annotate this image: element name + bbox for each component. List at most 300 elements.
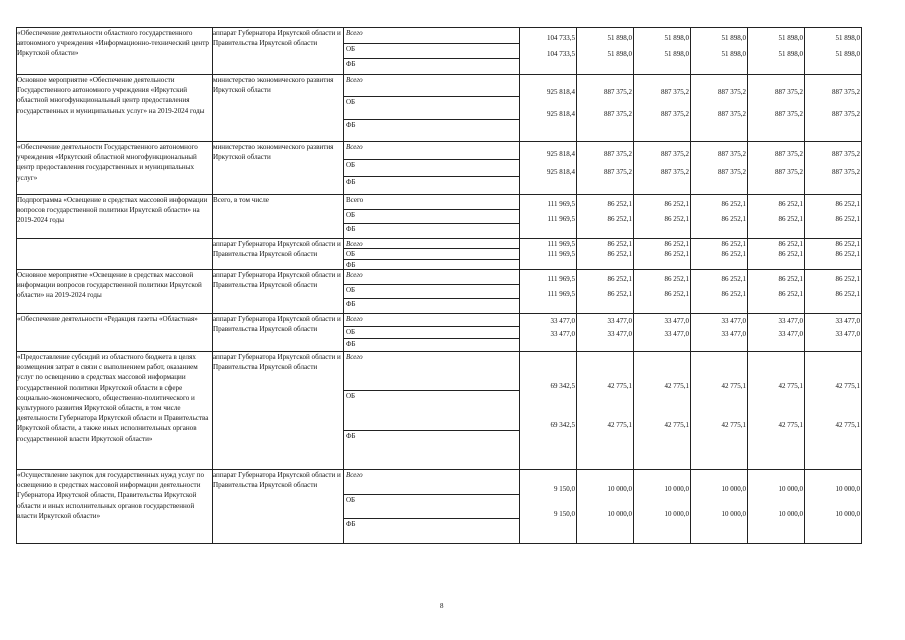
amount-value: 10 000,0 — [664, 485, 689, 494]
amount-value: 111 969,5 — [547, 214, 575, 223]
amount-value: 887 375,2 — [604, 150, 632, 159]
amount-value: 33 477,0 — [778, 317, 803, 326]
year-value-cell — [520, 470, 577, 544]
activity-name-cell: «Предоставление субсидий из областного бюджета в целях возмещения затрат в связи с выполнением работ, оказанием услуг по освещению в средствах массовой информации государственной политики Иркутской области в сфере социально-экономического, общественно-политического и культурного развития Иркутской области, в том числе деятельности Губернатора Иркутской области и Правительства Иркутской области, а также иных исполнительных органов государственной власти Иркутской области» — [17, 352, 213, 470]
budget-table-sheet — [16, 27, 861, 544]
year-value-cell — [634, 195, 691, 239]
year-value-cell — [577, 75, 634, 142]
amount-value: 86 252,1 — [778, 240, 803, 248]
amount-value: 86 252,1 — [664, 275, 689, 284]
amount-value — [860, 542, 861, 543]
budget-table — [16, 27, 862, 544]
funding-source-label: Всего — [346, 76, 363, 84]
year-value-cell — [577, 352, 634, 470]
year-value-cell — [691, 195, 748, 239]
table-row — [17, 142, 862, 195]
year-value-cell — [520, 195, 577, 239]
amount-value: 42 775,1 — [664, 382, 689, 390]
amount-value — [575, 193, 576, 194]
amount-value: 42 775,1 — [835, 421, 860, 429]
amount-value: 42 775,1 — [607, 382, 632, 390]
amount-value — [860, 268, 861, 269]
amount-value — [860, 468, 861, 469]
amount-value: 33 477,0 — [721, 317, 746, 326]
amount-value: 887 375,2 — [661, 88, 689, 96]
amount-value — [803, 468, 804, 469]
amount-value — [689, 73, 690, 74]
funding-source-cell — [344, 239, 520, 270]
funding-source-row — [344, 314, 519, 327]
funding-source-label: ФБ — [346, 225, 356, 234]
amount-value: 33 477,0 — [607, 329, 632, 338]
amount-value: 42 775,1 — [778, 421, 803, 429]
amount-value: 925 818,4 — [547, 110, 575, 118]
amount-value: 33 477,0 — [550, 317, 575, 326]
year-value-cell — [634, 142, 691, 195]
funding-source-row — [344, 224, 519, 238]
year-value-cell — [634, 314, 691, 352]
amount-value — [746, 140, 747, 141]
amount-value: 10 000,0 — [721, 485, 746, 494]
table-row — [17, 270, 862, 314]
amount-value: 42 775,1 — [721, 382, 746, 390]
year-value-cell — [577, 195, 634, 239]
funding-source-row — [344, 75, 519, 97]
funding-source-row — [344, 177, 519, 194]
amount-value: 10 000,0 — [778, 485, 803, 494]
funding-source-row — [344, 470, 519, 495]
amount-value — [803, 268, 804, 269]
amount-value: 51 898,0 — [607, 49, 632, 58]
executor-cell: аппарат Губернатора Иркутской области и Правительства Иркутской области — [213, 470, 344, 544]
amount-value: 86 252,1 — [721, 240, 746, 248]
amount-value: 887 375,2 — [832, 110, 860, 118]
amount-value — [632, 73, 633, 74]
year-value-cell — [691, 28, 748, 75]
amount-value — [575, 350, 576, 351]
year-value-cell — [805, 270, 862, 314]
amount-value: 42 775,1 — [835, 382, 860, 390]
amount-value: 887 375,2 — [832, 167, 860, 176]
funding-source-row — [344, 495, 519, 520]
executor-cell: аппарат Губернатора Иркутской области и Правительства Иркутской области — [213, 28, 344, 75]
funding-source-label: ОБ — [346, 98, 356, 107]
amount-value — [746, 312, 747, 313]
table-row — [17, 314, 862, 352]
funding-source-label: ФБ — [346, 178, 356, 187]
amount-value: 887 375,2 — [775, 150, 803, 159]
amount-value: 42 775,1 — [664, 421, 689, 429]
amount-value: 9 150,0 — [554, 509, 575, 518]
year-value-cell — [520, 142, 577, 195]
amount-value: 86 252,1 — [607, 214, 632, 223]
amount-value: 86 252,1 — [835, 250, 860, 258]
amount-value — [860, 237, 861, 238]
amount-value: 42 775,1 — [721, 421, 746, 429]
amount-value — [575, 140, 576, 141]
funding-source-row — [344, 391, 519, 430]
amount-value: 9 150,0 — [554, 485, 575, 494]
funding-source-cell — [344, 75, 520, 142]
year-value-cell — [748, 142, 805, 195]
amount-value: 887 375,2 — [604, 88, 632, 96]
funding-source-cell — [344, 314, 520, 352]
amount-value: 86 252,1 — [664, 289, 689, 298]
year-value-cell — [691, 142, 748, 195]
amount-value: 887 375,2 — [832, 150, 860, 159]
amount-value: 51 898,0 — [835, 49, 860, 58]
amount-value: 111 969,5 — [547, 200, 575, 209]
amount-value — [689, 350, 690, 351]
amount-value: 887 375,2 — [832, 88, 860, 96]
funding-source-row — [344, 299, 519, 313]
year-value-cell — [691, 239, 748, 270]
amount-value: 86 252,1 — [835, 289, 860, 298]
amount-value: 86 252,1 — [607, 240, 632, 248]
amount-value — [803, 542, 804, 543]
executor-cell: Всего, в том числе — [213, 195, 344, 239]
year-value-cell — [577, 270, 634, 314]
amount-value — [803, 237, 804, 238]
amount-value — [575, 73, 576, 74]
amount-value: 887 375,2 — [718, 150, 746, 159]
amount-value: 86 252,1 — [607, 275, 632, 284]
amount-value — [746, 350, 747, 351]
amount-value: 51 898,0 — [664, 49, 689, 58]
funding-source-label: ФБ — [346, 60, 356, 69]
table-row — [17, 239, 862, 270]
table-row — [17, 352, 862, 470]
year-value-cell — [805, 195, 862, 239]
funding-source-cell — [344, 28, 520, 75]
amount-value: 86 252,1 — [835, 240, 860, 248]
amount-value: 51 898,0 — [607, 34, 632, 43]
year-value-cell — [805, 28, 862, 75]
year-value-cell — [634, 75, 691, 142]
year-value-cell — [520, 28, 577, 75]
amount-value: 925 818,4 — [547, 88, 575, 96]
amount-value — [575, 468, 576, 469]
funding-source-row — [344, 519, 519, 543]
funding-source-label: ФБ — [346, 340, 356, 349]
amount-value: 86 252,1 — [778, 289, 803, 298]
funding-source-label: ОБ — [346, 210, 356, 219]
funding-source-row — [344, 339, 519, 351]
funding-source-cell — [344, 195, 520, 239]
funding-source-row — [344, 285, 519, 300]
funding-source-label: ОБ — [346, 44, 356, 53]
funding-source-label: ОБ — [346, 392, 356, 401]
amount-value: 104 733,5 — [547, 34, 575, 43]
funding-source-label: ФБ — [346, 260, 356, 269]
funding-source-row — [344, 59, 519, 74]
amount-value — [575, 542, 576, 543]
amount-value — [746, 237, 747, 238]
funding-source-label: Всего — [346, 271, 363, 279]
funding-source-cell — [344, 270, 520, 314]
funding-source-label: ФБ — [346, 300, 356, 309]
year-value-cell — [805, 239, 862, 270]
amount-value: 10 000,0 — [664, 509, 689, 518]
funding-source-row — [344, 327, 519, 340]
year-value-cell — [577, 314, 634, 352]
funding-source-row — [344, 249, 519, 259]
year-value-cell — [805, 470, 862, 544]
amount-value: 69 342,5 — [550, 382, 575, 390]
executor-cell: аппарат Губернатора Иркутской области и Правительства Иркутской области — [213, 270, 344, 314]
amount-value: 111 969,5 — [547, 240, 575, 248]
year-value-cell — [748, 195, 805, 239]
amount-value: 86 252,1 — [778, 250, 803, 258]
year-value-cell — [805, 142, 862, 195]
amount-value: 10 000,0 — [835, 509, 860, 518]
amount-value: 887 375,2 — [718, 88, 746, 96]
amount-value — [632, 542, 633, 543]
amount-value: 86 252,1 — [664, 214, 689, 223]
amount-value — [746, 542, 747, 543]
amount-value — [632, 268, 633, 269]
funding-source-label: Всего — [346, 315, 363, 323]
funding-source-row — [344, 431, 519, 469]
amount-value — [746, 73, 747, 74]
funding-source-cell — [344, 470, 520, 544]
year-value-cell — [748, 270, 805, 314]
funding-source-label: ОБ — [346, 160, 356, 169]
funding-source-row — [344, 120, 519, 141]
year-value-cell — [520, 314, 577, 352]
funding-source-label: ОБ — [346, 327, 356, 336]
amount-value: 42 775,1 — [607, 421, 632, 429]
amount-value — [632, 140, 633, 141]
amount-value: 887 375,2 — [661, 167, 689, 176]
amount-value: 33 477,0 — [721, 329, 746, 338]
amount-value — [689, 140, 690, 141]
year-value-cell — [748, 75, 805, 142]
funding-source-row — [344, 239, 519, 249]
year-value-cell — [520, 270, 577, 314]
funding-source-row — [344, 97, 519, 119]
funding-source-label: ФБ — [346, 120, 356, 129]
amount-value: 111 969,5 — [547, 250, 575, 258]
year-value-cell — [520, 239, 577, 270]
funding-source-label: Всего — [346, 240, 363, 248]
amount-value: 51 898,0 — [721, 34, 746, 43]
amount-value: 86 252,1 — [721, 250, 746, 258]
amount-value: 33 477,0 — [550, 329, 575, 338]
year-value-cell — [520, 352, 577, 470]
funding-source-row — [344, 260, 519, 269]
funding-source-row — [344, 210, 519, 225]
amount-value: 86 252,1 — [721, 214, 746, 223]
funding-source-label: Всего — [346, 29, 363, 37]
amount-value — [689, 268, 690, 269]
amount-value — [803, 193, 804, 194]
amount-value — [632, 193, 633, 194]
amount-value: 86 252,1 — [721, 275, 746, 284]
funding-source-row — [344, 44, 519, 60]
amount-value — [689, 542, 690, 543]
amount-value: 86 252,1 — [721, 289, 746, 298]
activity-name-cell: Подпрограмма «Освещение в средствах массовой информации вопросов государственной политики Иркутской области» на 2019-2024 годы — [17, 195, 213, 239]
funding-source-cell — [344, 352, 520, 470]
executor-cell: министерство экономического развития Иркутской области — [213, 75, 344, 142]
amount-value: 33 477,0 — [664, 317, 689, 326]
table-row — [17, 470, 862, 544]
amount-value: 86 252,1 — [664, 200, 689, 209]
year-value-cell — [691, 470, 748, 544]
funding-source-row — [344, 270, 519, 285]
amount-value: 925 818,4 — [547, 167, 575, 176]
amount-value: 887 375,2 — [775, 88, 803, 96]
amount-value: 887 375,2 — [661, 150, 689, 159]
year-value-cell — [634, 239, 691, 270]
year-value-cell — [577, 142, 634, 195]
amount-value — [689, 312, 690, 313]
amount-value — [803, 312, 804, 313]
executor-cell: аппарат Губернатора Иркутской области и Правительства Иркутской области — [213, 314, 344, 352]
year-value-cell — [748, 352, 805, 470]
amount-value — [860, 350, 861, 351]
amount-value: 10 000,0 — [721, 509, 746, 518]
year-value-cell — [691, 314, 748, 352]
funding-source-label: Всего — [346, 353, 363, 361]
amount-value: 887 375,2 — [718, 110, 746, 118]
amount-value: 86 252,1 — [607, 250, 632, 258]
amount-value: 925 818,4 — [547, 150, 575, 159]
executor-cell: аппарат Губернатора Иркутской области и Правительства Иркутской области — [213, 352, 344, 470]
year-value-cell — [748, 314, 805, 352]
funding-source-label: ОБ — [346, 285, 356, 294]
funding-source-cell — [344, 142, 520, 195]
year-value-cell — [748, 470, 805, 544]
amount-value: 51 898,0 — [778, 49, 803, 58]
executor-cell: министерство экономического развития Иркутской области — [213, 142, 344, 195]
amount-value — [689, 193, 690, 194]
amount-value — [632, 237, 633, 238]
amount-value — [746, 193, 747, 194]
funding-source-row — [344, 195, 519, 210]
amount-value: 111 969,5 — [547, 275, 575, 284]
amount-value — [632, 312, 633, 313]
amount-value: 86 252,1 — [664, 250, 689, 258]
amount-value — [632, 468, 633, 469]
table-row — [17, 28, 862, 75]
amount-value: 10 000,0 — [607, 485, 632, 494]
amount-value: 86 252,1 — [778, 275, 803, 284]
amount-value: 887 375,2 — [775, 110, 803, 118]
amount-value: 51 898,0 — [664, 34, 689, 43]
year-value-cell — [577, 470, 634, 544]
activity-name-cell — [17, 239, 213, 270]
amount-value: 51 898,0 — [835, 34, 860, 43]
page-number: 8 — [440, 602, 444, 610]
funding-source-row — [344, 160, 519, 178]
amount-value: 86 252,1 — [835, 214, 860, 223]
amount-value: 111 969,5 — [547, 289, 575, 298]
amount-value: 86 252,1 — [778, 200, 803, 209]
year-value-cell — [634, 352, 691, 470]
amount-value: 887 375,2 — [661, 110, 689, 118]
year-value-cell — [634, 28, 691, 75]
amount-value: 33 477,0 — [607, 317, 632, 326]
amount-value — [860, 193, 861, 194]
amount-value — [860, 73, 861, 74]
year-value-cell — [520, 75, 577, 142]
funding-source-label: ОБ — [346, 250, 356, 259]
amount-value — [575, 237, 576, 238]
year-value-cell — [691, 75, 748, 142]
amount-value: 86 252,1 — [835, 275, 860, 284]
funding-source-label: ФБ — [346, 520, 356, 529]
amount-value: 86 252,1 — [778, 214, 803, 223]
amount-value: 42 775,1 — [778, 382, 803, 390]
amount-value: 33 477,0 — [664, 329, 689, 338]
year-value-cell — [805, 352, 862, 470]
amount-value — [689, 468, 690, 469]
amount-value: 86 252,1 — [607, 200, 632, 209]
funding-source-label: ОБ — [346, 495, 356, 504]
amount-value — [689, 237, 690, 238]
amount-value: 10 000,0 — [607, 509, 632, 518]
amount-value — [746, 268, 747, 269]
amount-value — [860, 312, 861, 313]
amount-value — [860, 140, 861, 141]
amount-value: 69 342,5 — [550, 421, 575, 429]
year-value-cell — [577, 239, 634, 270]
funding-source-row — [344, 28, 519, 44]
activity-name-cell: «Обеспечение деятельности «Редакция газеты «Областная» — [17, 314, 213, 352]
activity-name-cell: Основное мероприятие «Обеспечение деятельности Государственного автономного учреждения «Иркутский областной многофункциональный центр предоставления государственных и муниципальных услуг» на 2019-2024 годы — [17, 75, 213, 142]
amount-value: 86 252,1 — [607, 289, 632, 298]
funding-source-label: Всего — [346, 143, 363, 151]
amount-value: 10 000,0 — [778, 509, 803, 518]
amount-value — [803, 350, 804, 351]
amount-value: 33 477,0 — [778, 329, 803, 338]
amount-value: 887 375,2 — [718, 167, 746, 176]
amount-value — [803, 140, 804, 141]
amount-value: 10 000,0 — [835, 485, 860, 494]
amount-value: 33 477,0 — [835, 329, 860, 338]
year-value-cell — [748, 239, 805, 270]
year-value-cell — [805, 75, 862, 142]
table-row — [17, 195, 862, 239]
amount-value — [575, 312, 576, 313]
amount-value: 51 898,0 — [778, 34, 803, 43]
amount-value: 86 252,1 — [835, 200, 860, 209]
year-value-cell — [691, 270, 748, 314]
amount-value: 86 252,1 — [664, 240, 689, 248]
year-value-cell — [634, 470, 691, 544]
funding-source-row — [344, 352, 519, 391]
amount-value: 104 733,5 — [547, 49, 575, 58]
amount-value: 887 375,2 — [604, 110, 632, 118]
activity-name-cell: «Обеспечение деятельности областного государственного автономного учреждения «Информационно-технический центр Иркутской области» — [17, 28, 213, 75]
activity-name-cell: Основное мероприятие «Освещение в средствах массовой информации вопросов государственной политики Иркутской области» на 2019-2024 годы — [17, 270, 213, 314]
amount-value: 887 375,2 — [604, 167, 632, 176]
activity-name-cell: «Обеспечение деятельности Государственного автономного учреждения «Иркутский областной многофункциональный центр предоставления государственных и муниципальных услуг» — [17, 142, 213, 195]
year-value-cell — [577, 28, 634, 75]
funding-source-label: ФБ — [346, 431, 356, 440]
funding-source-row — [344, 142, 519, 160]
year-value-cell — [748, 28, 805, 75]
executor-cell: аппарат Губернатора Иркутской области и Правительства Иркутской области — [213, 239, 344, 270]
funding-source-label: Всего — [346, 471, 363, 479]
amount-value: 86 252,1 — [721, 200, 746, 209]
amount-value: 33 477,0 — [835, 317, 860, 326]
year-value-cell — [634, 270, 691, 314]
amount-value — [746, 468, 747, 469]
amount-value — [803, 73, 804, 74]
